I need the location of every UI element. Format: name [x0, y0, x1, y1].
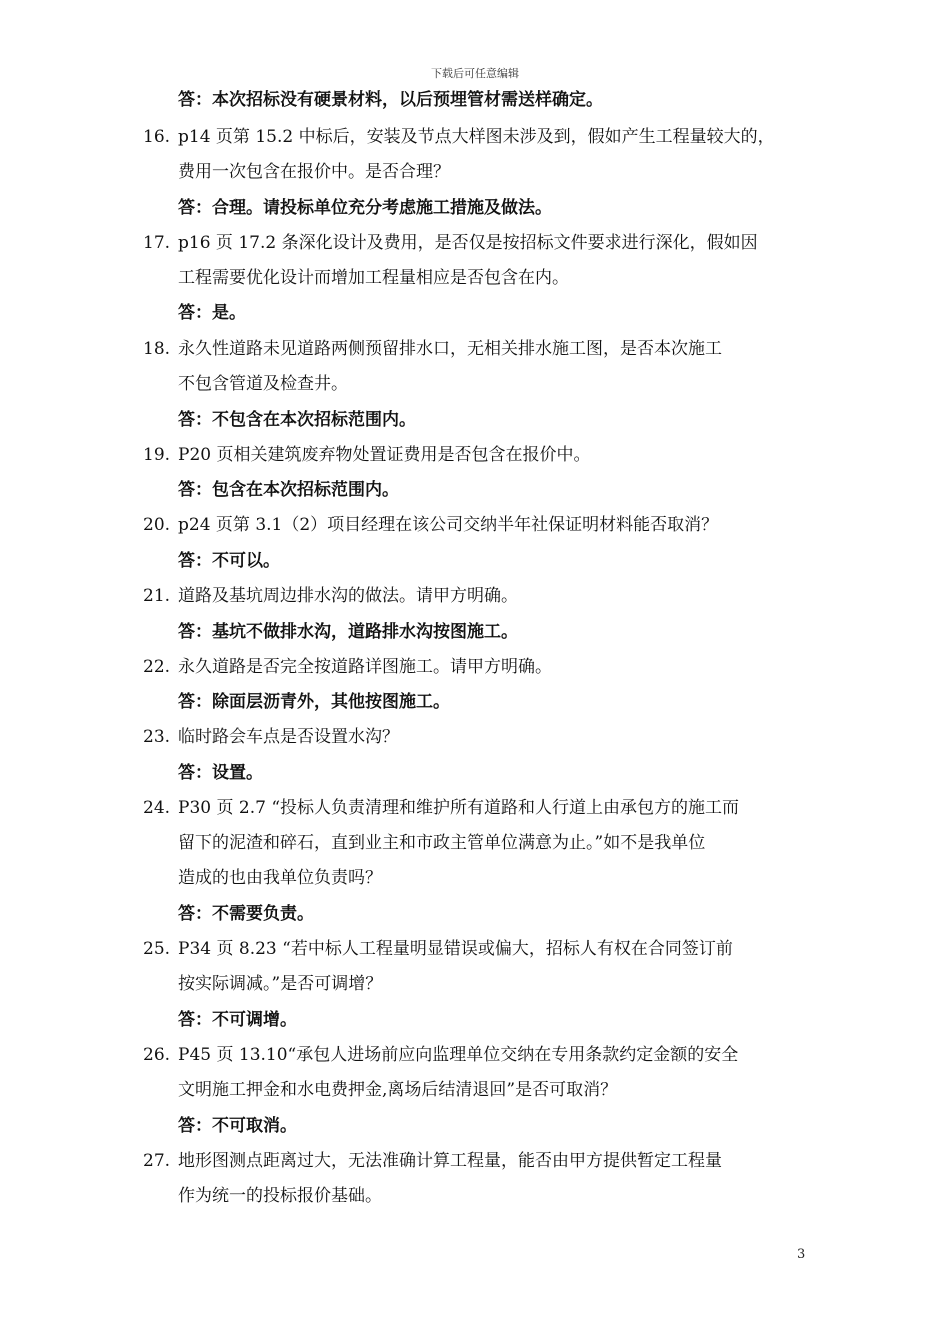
item-number: 16.: [143, 127, 171, 147]
question-text: 永久道路是否完全按道路详图施工。请甲方明确。: [178, 657, 552, 677]
question-text: P45 页 13.10“承包人进场前应向监理单位交纳在专用条款约定金额的安全: [178, 1045, 739, 1065]
question-text: P34 页 8.23 “若中标人工程量明显错误或偏大，招标人有权在合同签订前: [178, 939, 733, 959]
item-number: 20.: [143, 515, 171, 535]
answer-text: 答：不需要负责。: [178, 904, 314, 924]
answer-text: 答：不可调增。: [178, 1010, 297, 1030]
question-text: 临时路会车点是否设置水沟？: [178, 727, 399, 747]
answer-text: 答：合理。请投标单位充分考虑施工措施及做法。: [178, 198, 552, 218]
answer-text: 答：设置。: [178, 763, 263, 783]
question-continuation: 留下的泥渣和碎石，直到业主和市政主管单位满意为止。”如不是我单位: [178, 833, 706, 853]
item-number: 17.: [143, 233, 171, 253]
question-text: p16 页 17.2 条深化设计及费用，是否仅是按招标文件要求进行深化，假如因: [178, 233, 758, 253]
answer-text: 答：不包含在本次招标范围内。: [178, 410, 416, 430]
question-continuation: 费用一次包含在报价中。是否合理？: [178, 162, 450, 182]
question-text: 道路及基坑周边排水沟的做法。请甲方明确。: [178, 586, 518, 606]
item-number: 26.: [143, 1045, 171, 1065]
question-text: P20 页相关建筑废弃物处置证费用是否包含在报价中。: [178, 445, 591, 465]
question-text: p24 页第 3.1（2）项目经理在该公司交纳半年社保证明材料能否取消？: [178, 515, 719, 535]
item-number: 22.: [143, 657, 171, 677]
item-number: 18.: [143, 339, 171, 359]
item-number: 21.: [143, 586, 171, 606]
question-text: p14 页第 15.2 中标后，安装及节点大样图未涉及到，假如产生工程量较大的，: [178, 127, 775, 147]
item-number: 25.: [143, 939, 171, 959]
question-text: P30 页 2.7 “投标人负责清理和维护所有道路和人行道上由承包方的施工而: [178, 798, 740, 818]
answer-text: 答：包含在本次招标范围内。: [178, 480, 399, 500]
item-number: 19.: [143, 445, 171, 465]
answer-text: 答：不可取消。: [178, 1116, 297, 1136]
question-continuation: 按实际调减。”是否可调增？: [178, 974, 383, 994]
item-number: 24.: [143, 798, 171, 818]
question-continuation: 文明施工押金和水电费押金,离场后结清退回”是否可取消？: [178, 1080, 618, 1100]
answer-text: 答：基坑不做排水沟，道路排水沟按图施工。: [178, 622, 518, 642]
answer-text: 答：是。: [178, 303, 246, 323]
question-continuation: 工程需要优化设计而增加工程量相应是否包含在内。: [178, 268, 569, 288]
question-text: 永久性道路未见道路两侧预留排水口，无相关排水施工图，是否本次施工: [178, 339, 722, 359]
item-number: 23.: [143, 727, 171, 747]
page-header: 下载后可任意编辑: [431, 67, 519, 80]
question-text: 地形图测点距离过大，无法准确计算工程量，能否由甲方提供暂定工程量: [178, 1151, 722, 1171]
question-continuation: 作为统一的投标报价基础。: [178, 1186, 382, 1206]
question-continuation: 不包含管道及检查井。: [178, 374, 348, 394]
item-number: 27.: [143, 1151, 171, 1171]
question-continuation: 造成的也由我单位负责吗？: [178, 868, 382, 888]
answer-text: 答：本次招标没有硬景材料，以后预埋管材需送样确定。: [178, 90, 603, 110]
answer-text: 答：不可以。: [178, 551, 280, 571]
answer-text: 答：除面层沥青外，其他按图施工。: [178, 692, 450, 712]
page-number: 3: [797, 1247, 806, 1262]
